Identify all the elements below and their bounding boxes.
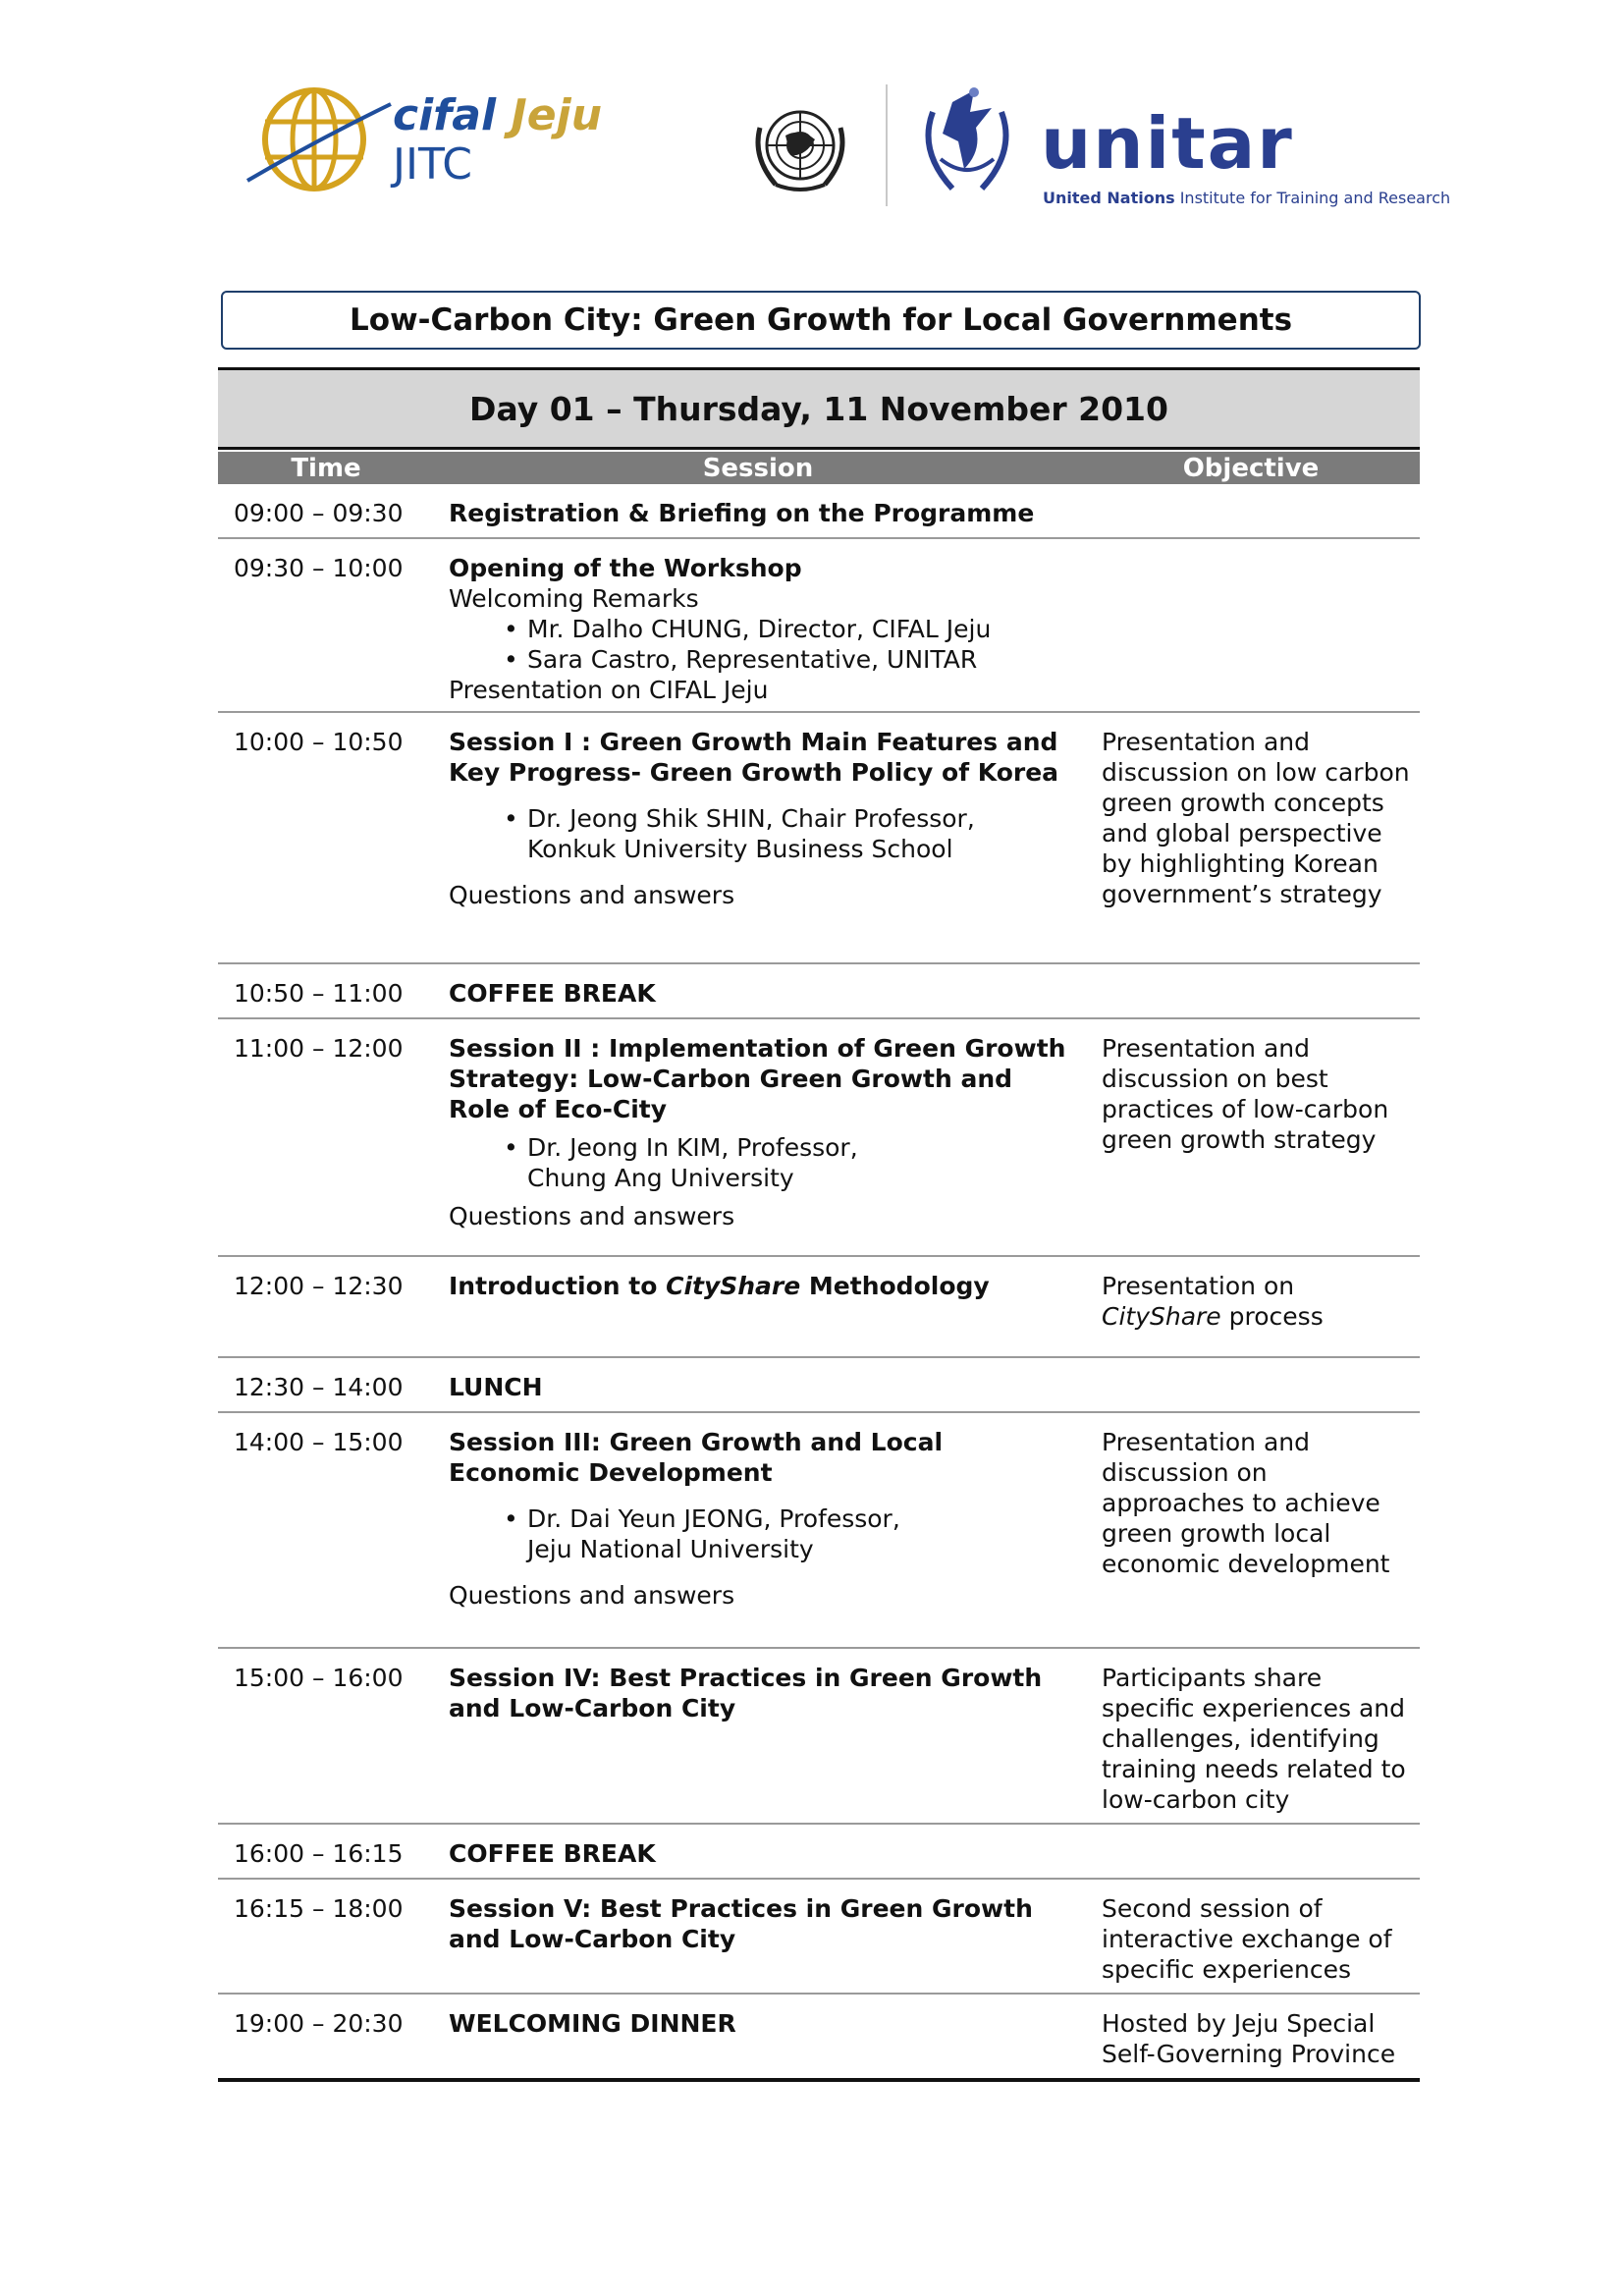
logo-divider: [886, 84, 888, 206]
row-session: [449, 727, 1077, 910]
column-header-objective: Objective: [1182, 454, 1320, 483]
row-session-title: Registration & Briefing on the Programme: [449, 499, 1035, 527]
table-header: [218, 452, 1420, 484]
row-objective: Presentation and discussion on low carbon green growth concepts and global perspective by highlighting Korean government’s strategy: [1102, 728, 1410, 908]
row-session-title: Session II : Implementation of Green Growth Strategy: Low-Carbon Green Growth and Role of Eco-City: [449, 1034, 1066, 1123]
table-row: [218, 1825, 1420, 1880]
column-header-session: Session: [702, 454, 814, 483]
table-row: [218, 484, 1420, 539]
row-objective: Presentation on CityShare process: [1102, 1272, 1324, 1331]
row-objective: Second session of interactive exchange of specific experiences: [1102, 1894, 1392, 1984]
day-heading: Day 01 – Thursday, 11 November 2010: [469, 389, 1168, 428]
unitar-tagline: United Nations Institute for Training and Research: [1043, 189, 1451, 207]
row-session-title: LUNCH: [449, 1373, 543, 1401]
row-session-title: Opening of the Workshop: [449, 554, 802, 582]
row-time: 16:15 – 18:00: [234, 1894, 404, 1923]
row-session-title: COFFEE BREAK: [449, 979, 656, 1008]
row-session-title: Session I : Green Growth Main Features and Key Progress- Green Growth Policy of Korea: [449, 728, 1059, 787]
speaker-bullet: • Dr. Dai Yeun JEONG, Professor,: [449, 1503, 1077, 1534]
session-qa: Questions and answers: [449, 1581, 735, 1610]
speaker-bullet: • Sara Castro, Representative, UNITAR: [449, 644, 1077, 675]
table-row: [218, 539, 1420, 713]
table-row: [218, 1019, 1420, 1257]
table-row: [218, 1649, 1420, 1825]
session-qa: Questions and answers: [449, 1202, 735, 1230]
row-time: 19:00 – 20:30: [234, 2009, 404, 2038]
un-emblem-icon: [746, 98, 854, 196]
table-row: [218, 1995, 1420, 2082]
row-time: 16:00 – 16:15: [234, 1839, 404, 1868]
row-time: 12:00 – 12:30: [234, 1272, 404, 1300]
row-session-title: Introduction to CityShare Methodology: [449, 1272, 990, 1300]
table-row: [218, 713, 1420, 964]
speaker-affiliation: Jeju National University: [527, 1535, 814, 1563]
row-session-title: Session V: Best Practices in Green Growth and Low-Carbon City: [449, 1894, 1033, 1953]
row-session-title: WELCOMING DINNER: [449, 2009, 736, 2038]
jitc-wordmark: JITC: [393, 139, 472, 190]
row-session-title: COFFEE BREAK: [449, 1839, 656, 1868]
row-time: 12:30 – 14:00: [234, 1373, 404, 1401]
cifal-wordmark: cifal Jeju: [393, 90, 603, 140]
row-objective: Hosted by Jeju Special Self-Governing Province: [1102, 2009, 1396, 2068]
session-qa: Questions and answers: [449, 881, 735, 909]
speaker-bullet: • Mr. Dalho CHUNG, Director, CIFAL Jeju: [449, 614, 1077, 644]
cifal-jeju-logo: [245, 82, 638, 200]
row-time: 09:30 – 10:00: [234, 554, 404, 582]
row-session: [449, 1427, 1077, 1611]
speaker-affiliation: Chung Ang University: [527, 1164, 794, 1192]
table-row: [218, 1257, 1420, 1358]
document-title-box: [221, 291, 1421, 350]
table-row: [218, 1413, 1420, 1649]
table-row: [218, 1880, 1420, 1995]
column-header-time: Time: [291, 454, 361, 483]
row-objective: Presentation and discussion on approaches to achieve green growth local economic development: [1102, 1428, 1390, 1578]
schedule-table: [218, 484, 1420, 2082]
row-time: 09:00 – 09:30: [234, 499, 404, 527]
row-time: 14:00 – 15:00: [234, 1428, 404, 1456]
session-line: Welcoming Remarks: [449, 584, 699, 613]
unitar-wordmark: unitar: [1041, 102, 1294, 185]
row-objective: Presentation and discussion on best practices of low-carbon green growth strategy: [1102, 1034, 1389, 1154]
row-time: 10:50 – 11:00: [234, 979, 404, 1008]
row-session: [449, 553, 1077, 705]
row-objective: Participants share specific experiences and challenges, identifying training needs related to low-carbon city: [1102, 1664, 1406, 1814]
session-line: Presentation on CIFAL Jeju: [449, 676, 769, 704]
row-session-title: Session III: Green Growth and Local Economic Development: [449, 1428, 944, 1487]
speaker-bullet: • Dr. Jeong In KIM, Professor,: [449, 1132, 1077, 1163]
row-session: [449, 1033, 1077, 1231]
table-row: [218, 964, 1420, 1019]
row-time: 10:00 – 10:50: [234, 728, 404, 756]
speaker-affiliation: Konkuk University Business School: [527, 835, 953, 863]
row-time: 11:00 – 12:00: [234, 1034, 404, 1063]
table-row: [218, 1358, 1420, 1413]
speaker-bullet: • Dr. Jeong Shik SHIN, Chair Professor,: [449, 803, 1077, 834]
unitar-emblem-icon: [913, 82, 1021, 200]
globe-icon: [245, 82, 393, 200]
document-title: Low-Carbon City: Green Growth for Local Governments: [349, 302, 1293, 338]
row-time: 15:00 – 16:00: [234, 1664, 404, 1692]
row-session-title: Session IV: Best Practices in Green Growth and Low-Carbon City: [449, 1664, 1043, 1722]
day-heading-band: [218, 367, 1420, 450]
